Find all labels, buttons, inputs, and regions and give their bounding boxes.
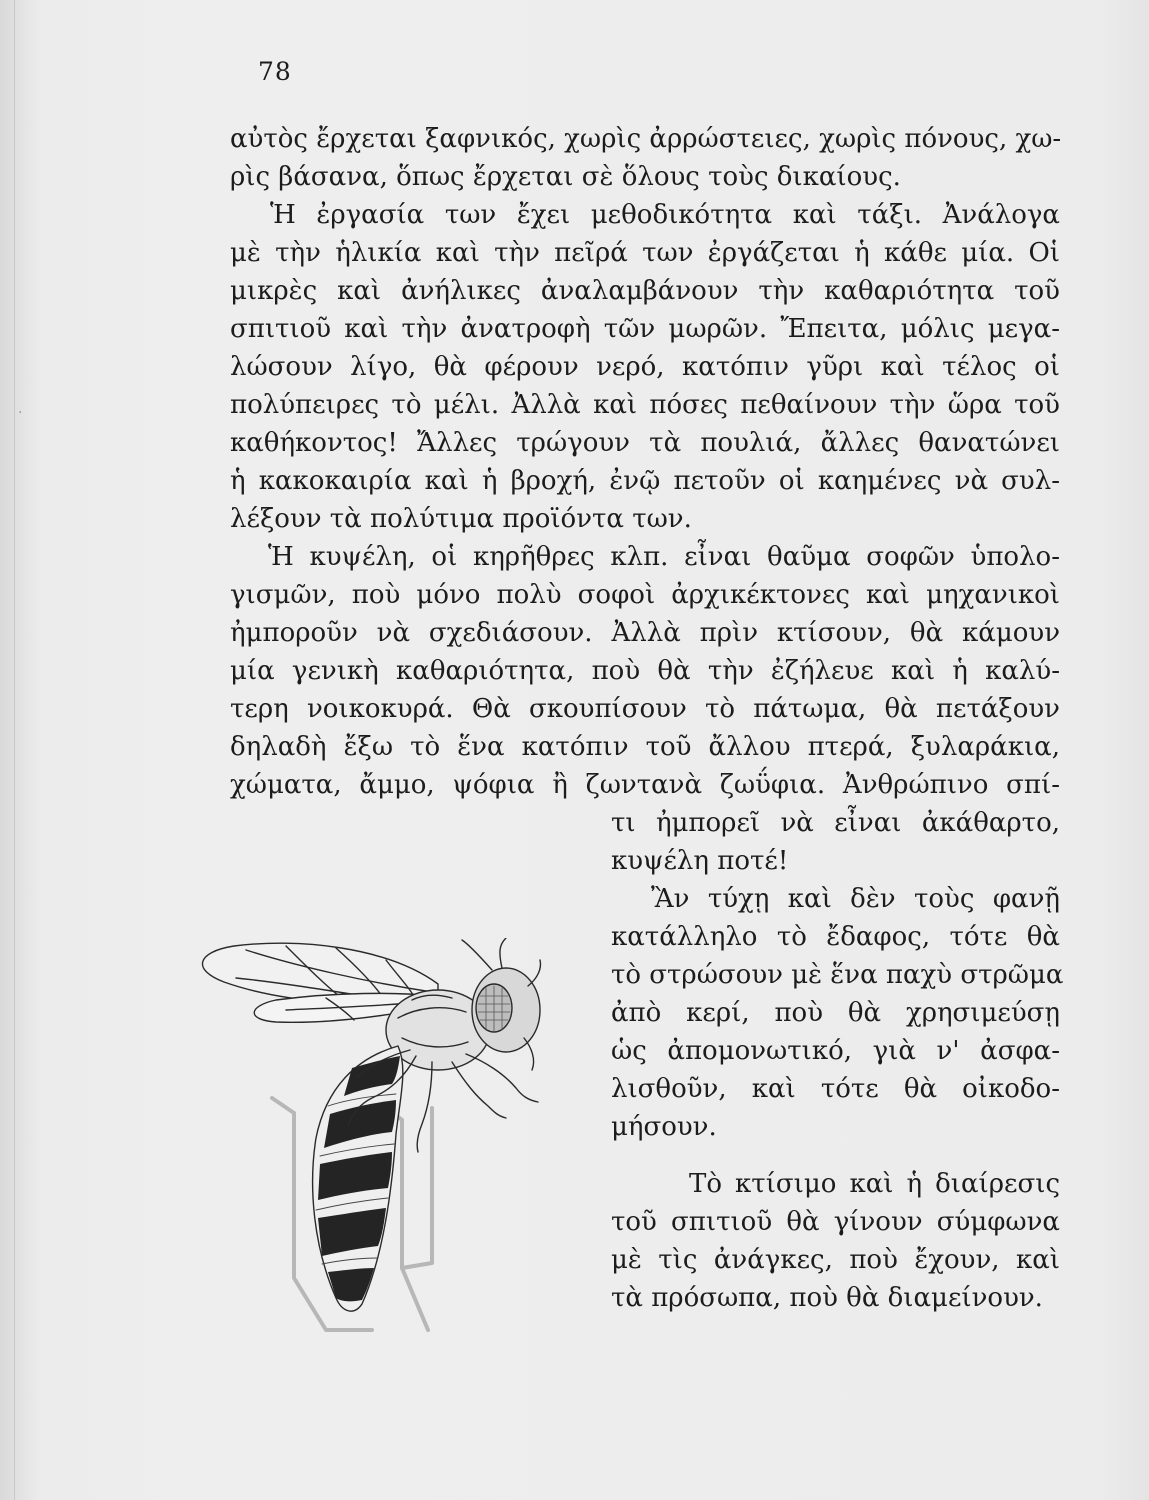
text-line: ὡς ἀπομονωτικό, γιὰ ν' ἀσφα-: [611, 1036, 1060, 1066]
text-line: Ἡ ἐργασία των ἔχει μεθοδικότητα καὶ τάξι. Ἀνάλογα: [270, 200, 1060, 230]
page-number: 78: [258, 57, 292, 86]
text-line: μήσουν.: [611, 1112, 717, 1142]
text-line: μὲ τὶς ἀνάγκες, ποὺ ἔχουν, καὶ: [611, 1245, 1060, 1275]
text-line: ἡ κακοκαιρία καὶ ἡ βροχή, ἐνῷ πετοῦν οἱ καημένες νὰ συλ-: [230, 466, 1060, 496]
scan-mark: ·: [18, 405, 23, 421]
text-line: μὲ τὴν ἡλικία καὶ τὴν πεῖρά των ἐργάζεται ἡ κάθε μία. Οἱ: [230, 238, 1060, 268]
text-line: λώσουν λίγο, θὰ φέρουν νερό, κατόπιν γῦρι καὶ τέλος οἱ: [230, 352, 1060, 382]
text-line: δηλαδὴ ἔξω τὸ ἕνα κατόπιν τοῦ ἄλλου πτερά, ξυλαράκια,: [230, 732, 1060, 762]
text-line: καθήκοντος! Ἄλλες τρώγουν τὰ πουλιά, ἄλλες θανατώνει: [230, 428, 1060, 458]
text-line: Τὸ κτίσιμο καὶ ἡ διαίρεσις: [689, 1169, 1060, 1199]
text-line: μία γενικὴ καθαριότητα, ποὺ θὰ τὴν ἐζήλευε καὶ ἡ καλύ-: [230, 656, 1060, 686]
text-line: τι ἠμπορεῖ νὰ εἶναι ἀκάθαρτο,: [611, 808, 1060, 838]
text-line: κατάλληλο τὸ ἔδαφος, τότε θὰ: [611, 922, 1060, 952]
text-line: σπιτιοῦ καὶ τὴν ἀνατροφὴ τῶν μωρῶν. Ἔπειτα, μόλις μεγα-: [230, 314, 1060, 344]
text-line: πολύπειρες τὸ μέλι. Ἀλλὰ καὶ πόσες πεθαίνουν τὴν ὥρα τοῦ: [230, 390, 1060, 420]
text-line: χώματα, ἄμμο, ψόφια ἢ ζωντανὰ ζωΰφια. Ἀνθρώπινο σπί-: [230, 770, 1060, 800]
text-line: μικρὲς καὶ ἀνήλικες ἀναλαμβάνουν τὴν καθαριότητα τοῦ: [230, 276, 1060, 306]
text-line: αὐτὸς ἔρχεται ξαφνικός, χωρὶς ἀρρώστειες, χωρὶς πόνους, χω-: [230, 124, 1062, 154]
text-line: ἀπὸ κερί, ποὺ θὰ χρησιμεύσῃ: [611, 998, 1060, 1028]
text-line: ἠμποροῦν νὰ σχεδιάσουν. Ἀλλὰ πρὶν κτίσουν, θὰ κάμουν: [230, 618, 1060, 648]
page-gutter: [14, 0, 15, 1500]
text-line: Ἡ κυψέλη, οἱ κηρῆθρες κλπ. εἶναι θαῦμα σοφῶν ὑπολο-: [268, 542, 1060, 572]
text-line: τοῦ σπιτιοῦ θὰ γίνουν σύμφωνα: [611, 1207, 1060, 1237]
text-line: κυψέλη ποτέ!: [611, 846, 789, 876]
text-line: λισθοῦν, καὶ τότε θὰ οἰκοδο-: [611, 1074, 1060, 1104]
text-line: ρὶς βάσανα, ὅπως ἔρχεται σὲ ὅλους τοὺς δικαίους.: [230, 162, 901, 192]
antenna: [462, 940, 492, 970]
text-line: Ἂν τύχῃ καὶ δὲν τοὺς φανῇ: [651, 884, 1060, 914]
text-line: τερη νοικοκυρά. Θὰ σκουπίσουν τὸ πάτωμα, θὰ πετάξουν: [230, 694, 1060, 724]
text-line: τὸ στρώσουν μὲ ἕνα παχὺ στρῶμα: [611, 960, 1064, 990]
text-line: τὰ πρόσωπα, ποὺ θὰ διαμείνουν.: [611, 1283, 1043, 1313]
text-line: γισμῶν, ποὺ μόνο πολὺ σοφοὶ ἀρχικέκτονες καὶ μηχανικοὶ: [230, 580, 1060, 610]
text-line: λέξουν τὰ πολύτιμα προϊόντα των.: [230, 504, 692, 534]
bee-illustration: [176, 938, 590, 1346]
